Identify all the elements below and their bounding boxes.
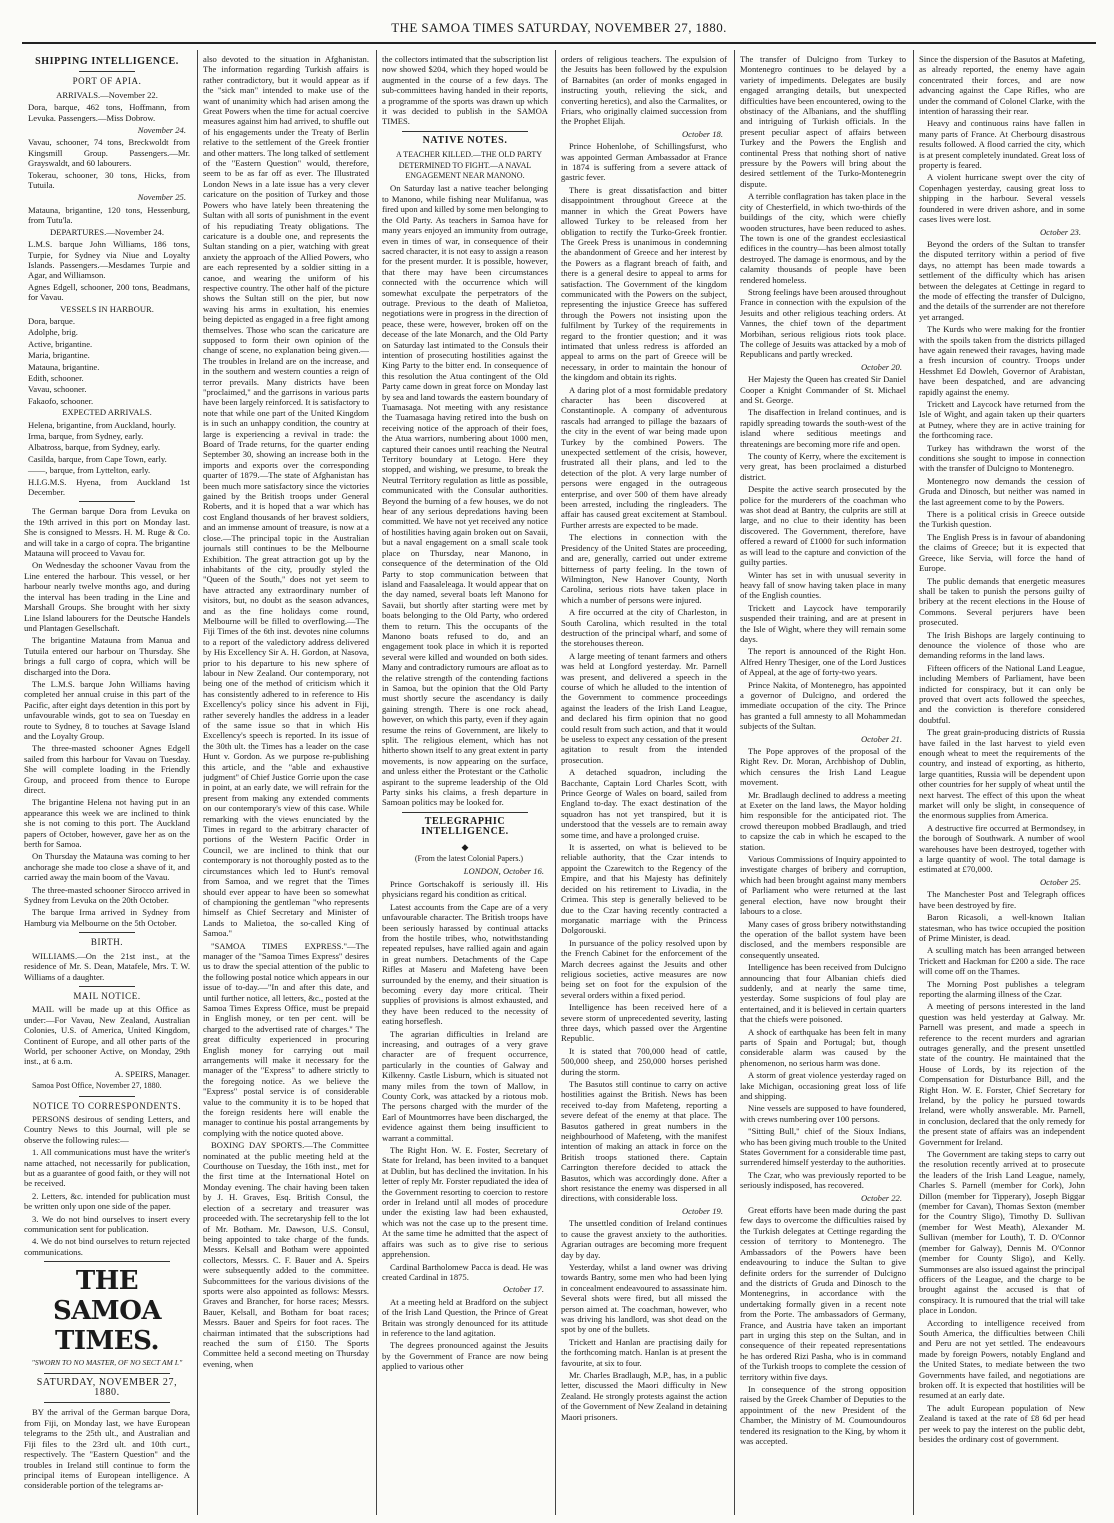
arrival-entry: Vavau, schooner, 74 tons, Breckwoldt from Kingsmill Group. Passengers.—Mr. Grayswaldt, and 60 labourers. bbox=[28, 137, 190, 169]
column-2 bbox=[203, 54, 369, 1509]
ornament-icon: ◆ bbox=[461, 841, 469, 852]
telegram-item: Nine vessels are supposed to have foundered, with crews numbering over 100 persons. bbox=[740, 1103, 906, 1124]
correspondents-rule: 4. We do not bind ourselves to return rejected communications. bbox=[24, 1236, 190, 1257]
telegram-item: Cardinal Bartholomew Pacca is dead. He was created Cardinal in 1875. bbox=[382, 1261, 548, 1282]
telegram-item: It is asserted, on what is believed to be reliable authority, that the Czar intends to appoint the Czarewitch to the Regency of the Empire, and that his Majesty has definitely decided on his retirement to Livadia, in the Crimea. This step is generally believed to be due to the Czar having recently contracted a morganatic marriage with the Princess Dolgorouski. bbox=[561, 842, 727, 936]
sports-continued: the collectors intimated that the subscription list now showed $204, which they hoped would be augmented in the course of a few days. The sub-committees having handed in their reports, a programme of the sports was drawn up which it was decided to publish in the SAMOA TIMES. bbox=[382, 54, 548, 127]
telegram-item: The English Press is in favour of abandoning the claims of Greece; but it is expected that Greece, like Servia, will force the hand of Europe. bbox=[919, 531, 1085, 574]
arrival-date: November 25. bbox=[137, 192, 186, 203]
masthead-rule bbox=[22, 42, 1096, 44]
expected-label: EXPECTED ARRIVALS. bbox=[62, 407, 152, 418]
telegram-item: Fifteen officers of the National Land League, including Members of Parliament, have been indicted for conspiracy, but it can only be proved that overt acts followed the speeches, and the conviction is therefore considered doubtful. bbox=[919, 662, 1085, 725]
telegram-item: Trickett and Hanlan are practising daily for the forthcoming match. Hanlan is at present the favourite, at six to four. bbox=[561, 1336, 727, 1368]
telegram-item: The unsettled condition of Ireland continues to cause the gravest anxiety to the authorities. Agrarian outrages are becoming more frequent day by day. bbox=[561, 1218, 727, 1260]
shipping-note: The L.M.S. barque John Williams having completed her annual cruise in this part of the Pacific, after eight days detention in this port by unfavourable winds, got to sea on Tuesday en route to Sydney, 8 to touches at Savage Island and the Loyalty Group. bbox=[24, 678, 190, 741]
arrival-entry: Matauna, brigantine, 120 tons, Hessenburg, from Tutu'la. bbox=[28, 204, 190, 226]
dateline: October 22. bbox=[860, 1192, 902, 1203]
telegram-item: A detached squadron, including the Bacchante, Captain Lord Charles Scott, with Prince George of Wales on board, sailed from England to-day. The exact destination of the squadron has not yet transpired, but it is understood that the vessels are to remain away some time, and have a prolonged cruise. bbox=[561, 767, 727, 840]
telegram-item: The transfer of Dulcigno from Turkey to Montenegro continues to be delayed by a variety of impediments. Delegates are busily engaged arranging details, but unexpected difficulties have been encountered, owing to the obstinacy of the Albanians, and the shuffling and intriguing of Turkish officials. In the present peculiar aspect of affairs between Turkey and the Powers the English and continental Press that nothing short of native pressure by the Powers will bring about the desired settlement of the Turko-Montenegrin dispute. bbox=[740, 54, 906, 189]
telegram-item: Despite the active search prosecuted by the police for the murderers of the coachman who was shot dead at Bantry, the culprits are still at large, and no clue to their identity has been discovered. The Government, therefore, have offered a reward of £1000 for such information as will lead to the capture and conviction of the guilty parties. bbox=[740, 484, 906, 568]
correspondents-heading: NOTICE TO CORRESPONDENTS. bbox=[32, 1100, 182, 1111]
shipping-note: On Thursday the Matauna was coming to her anchorage she made too close a shave of it, and carried away the main boom of the Vavau. bbox=[24, 851, 190, 883]
telegram-item: There is a political crisis in Greece outside the Turkish question. bbox=[919, 509, 1085, 530]
mail-signature: A. SPEIRS, Manager. bbox=[114, 1068, 190, 1079]
harbour-vessel: Matauna, brigantine. bbox=[28, 361, 100, 372]
arrival-entry: Dora, barque, 462 tons, Hoffmann, from Levuka. Passengers.—Miss Dobrow. bbox=[28, 102, 190, 123]
telegram-item: The degrees pronounced against the Jesuits by the Government of France are now being applied to various other bbox=[382, 1340, 548, 1372]
telegram-item: Mr. Charles Bradlaugh, M.P., has, in a public letter, discussed the Maori difficulty in New Zealand. He strongly protests against the action of the Government of New Zealand in detaining Maori prisoners. bbox=[561, 1369, 727, 1422]
divider bbox=[79, 932, 135, 933]
dateline: October 21. bbox=[860, 733, 902, 744]
harbour-vessel: Dora, barque. bbox=[28, 315, 76, 326]
harbour-label: VESSELS IN HARBOUR. bbox=[60, 303, 154, 314]
telegram-item: A fire occurred at the city of Charleston, in South Carolina, which resulted in the total destruction of the principal wharf, and some of the storehouses thereon. bbox=[561, 607, 727, 649]
telegram-item: A storm of great violence yesterday raged on lake Michigan, occasioning great loss of life and shipping. bbox=[740, 1070, 906, 1101]
correspondents-rule: 3. We do not bind ourselves to insert every communication sent for publication. bbox=[24, 1213, 190, 1235]
telegram-item: The Irish Bishops are largely continuing to denounce the violence of those who are demanding reforms in the land laws. bbox=[919, 629, 1085, 661]
telegram-item: A terrible conflagration has taken place in the city of Chesterfield, in which two-thirds of the buildings of the city, which were chiefly wooden structures, have been reduced to ashes. The town is one of the grandest ecclesiastical edifices in the country—has been almost totally destroyed. The damage is enormous, and by the calamity thousands of people have been rendered homeless. bbox=[740, 191, 906, 285]
telegram-item: There is great dissatisfaction and bitter disappointment throughout Greece at the manner in which the Great Powers have allowed Turkey to be released from her obligation to rectify the Turko-Greek frontier. The Greek Press is unanimous in condemning the abandonment of Greece and her interest by the Powers as a flagrant breach of faith, and there is a general desire to appeal to arms for satisfaction. The Government of the kingdom communicated with the Powers on the subject, representing the injustice Greece has suffered through the Powers not insisting upon the fulfilment by Turkey of the requirements in regard to the frontier question; and it was intimated that unless redress is afforded an appeal to arms on the part of Greece will be necessary, in order to maintain the honour of the kingdom and obtain its rights. bbox=[561, 184, 727, 383]
telegram-item: The agrarian difficulties in Ireland are increasing, and outrages of a very grave character are of frequent occurrence, particularly in the counties of Galway and Kilkenny. Castle Lisburn, which is situated not many miles from the town of Mallow, in County Cork, was attacked by a riotous mob. The persons charged with the murder of the Earl of Mountmorres have been discharged, the evidence against them being insufficient to warrant a committal. bbox=[382, 1028, 548, 1143]
lead-article: BY the arrival of the German barque Dora, from Fiji, on Monday last, we have European telegrams to the 25th ult., and Australian and Fiji files to the 23rd ult. and 10th curt., respectively. The "Eastern Question" and the troubles in Ireland still continue to form the principal items of European intelligence. A considerable portion of the telegrams ar- bbox=[24, 1407, 190, 1491]
dateline: LONDON, October 16. bbox=[463, 866, 544, 877]
paper-title: THE SAMOA TIMES. bbox=[52, 1266, 162, 1357]
telegraphic-source: (From the latest Colonial Papers.) bbox=[414, 854, 524, 864]
harbour-vessel: Adolphe, brig. bbox=[28, 327, 78, 338]
telegram-item: Many cases of gross bribery notwithstanding the operation of the ballot system have been disclosed, and the members responsible are consequently unseated. bbox=[740, 918, 906, 960]
telegram-item: In consequence of the strong opposition raised by the Greek Chamber of Deputies to the appointment of the new President of the Chamber, the Ministry of M. Coumoundouros tendered its resignation to the King, by whom it was accepted. bbox=[740, 1383, 906, 1446]
telegram-item: Great efforts have been made during the past few days to overcome the difficulties raised by the Turkish delegates at Cettinge regarding the cession of territory to Montenegro. The Ambassadors of the Powers have been endeavouring to induce the Sultan to give definite orders for the surrender of Dulcigno and the districts of Gruda and Dinosch to the Montenegrins, in accordance with the undertaking formally given in a recent note from the Porte. The ambassadors of Germany, France, and Austria have taken an important part in urging this step on the Sultan, and in consequence of their repeated representations he has ordered Rizi Pasha, who is in command of the Turkish troops to complete the cession of territory within five days. bbox=[740, 1205, 906, 1382]
telegram-item: A daring plot of a most formidable predatory character has been discovered at Constantinople. A company of adventurous rascals had arranged to pillage the bazaars of the city in the event of war being made upon Turkey by the combined Powers. The unexpected settlement of the crisis, however, frustrated all their plans, and led to the detection of the plot. A very large number of persons were engaged in the outrageous enterprise, and over 500 of them have already been arrested, including the ringleaders. The affair has caused great excitement at Stamboul. Further arrests are expected to be made. bbox=[561, 384, 727, 530]
departure-entry: Agnes Edgell, schooner, 200 tons, Beadmans, for Vavau. bbox=[28, 281, 190, 303]
column-rule bbox=[555, 50, 556, 1515]
telegram-item: The disaffection in Ireland continues, and is rapidly spreading towards the south-west of the island where seditious meetings and threatenings are becoming more rife and open. bbox=[740, 407, 906, 449]
expected-entry: ——, barque, from Lyttelton, early. bbox=[28, 465, 151, 476]
express-notice: "SAMOA TIMES EXPRESS."—The manager of the "Samoa Times Express" desires us to draw the special attention of the public to the following postal notice which appears in our issue of to-day.—"In and after this date, and until further notice, all letters, &c., posted at the Samoa Times Express Office, must be prepaid in English money, or ten per cent. will be charged to the advertised rate of charges." The great difficulty experienced in procuring English money for carrying out mail arrangements will make it necessary for the manager of the "Express" to adhere strictly to the foregoing notice. As we believe the "Express" postal service is of considerable value to the community it is to be hoped that the foreign residents here will enable the manager to continue his postal arrangements by complying with the notice quoted above. bbox=[203, 940, 369, 1138]
issue-date: SATURDAY, NOVEMBER 27, 1880. bbox=[36, 1376, 178, 1399]
telegram-item: A violent hurricane swept over the city of Copenhagen yesterday, causing great loss to shipping in the harbour. Several vessels foundered in were driven ashore, and in some cases lives were lost. bbox=[919, 172, 1085, 225]
divider bbox=[79, 501, 135, 502]
column-6 bbox=[919, 54, 1085, 1509]
correspondents-rule: 1. All communications must have the writer's name attached, not necessarily for publication, but as a guarantee of good faith, or they will not be received. bbox=[24, 1147, 190, 1189]
expected-entry: H.I.G.M.S. Hyena, from Auckland 1st December. bbox=[28, 476, 190, 498]
shipping-note: The German barque Dora from Levuka on the 19th arrived in this port on Monday last. She is consigned to Messrs. H. M. Ruge & Co. and will take in a cargo of copra. The brigantine Matauna will proceed to Vavau for. bbox=[24, 506, 190, 559]
sports-notice: BOXING DAY SPORTS.—The Committee nominated at the public meeting held at the Courthouse on Tuesday, the 16th inst., met for the first time at the International Hotel on Monday evening. The chair having been taken by J. H. Graves, Esq. British Consul, the election of a secretary and treasurer was proceeded with. The secretaryship fell to the lot of Mr. Botham. Mr. Dawson, U.S. Consul, being appointed to take charge of the funds. Messrs. Kelsall and Botham were appointed collectors, Messrs. C. F. Bauer and A. Speirs were subsequently added to the committee. Subcommittees for the various divisions of the sports were also appointed as follows: Messrs. Graves and Brancher, for horse races; Messrs. Bauer, Kelsall, and Botham for boat races; Messrs. Bauer and Speirs for foot races. The chairman intimated that the subscriptions had reached the sum of £150. The Sports Committee held a second meeting on Thursday evening, when bbox=[203, 1140, 369, 1369]
telegram-item: Beyond the orders of the Sultan to transfer the disputed territory within a period of five days, no attempt has been made towards a settlement of the difficulty which has arisen between the delegates at Cettinge in regard to the mode of effecting the transfer of Dulcigno, and the details of the surrender are not therefore yet arranged. bbox=[919, 238, 1085, 322]
telegram-item: Strong feelings have been aroused throughout France in connection with the expulsion of the Jesuits and other religious teaching orders. At Vannes, the chief town of the department Morbihan, serious religious riots took place. The college of Jesuits was attacked by a mob of Republicans and partly wrecked. bbox=[740, 286, 906, 360]
expected-entry: Helena, brigantine, from Auckland, hourly. bbox=[28, 419, 176, 430]
telegram-item: Montenegro now demands the cession of Gruda and Dinosch, but neither was named in the last agreement come to by the Powers. bbox=[919, 475, 1085, 507]
telegram-item: The Government are taking steps to carry out the resolution recently arrived at to prosecute the leaders of the Irish Land League, namely, Charles S. Parnell (member for Cork), John Dillon (member for Tipperary), Joseph Biggar (member for Cavan), Thomas Sexton (member for the Country Sligo), Timothy D. Sullivan (member for West Meath), Alexander M. Sullivan (member for Louth), T. D. O'Connor (member for Galway), Dennis M. O'Connor (member for County Sligo), and Kelly. Summonses are also issued against the principal officers of the League, and the charge to be brought against the accused is that of conspiracy. It is rumoured that the trial will take place in London. bbox=[919, 1149, 1085, 1316]
telegram-item: Prince Gortschakoff is seriously ill. His physicians regard his condition as critical. bbox=[382, 878, 548, 900]
divider bbox=[79, 1096, 135, 1097]
arrivals-label: ARRIVALS.—November 22. bbox=[56, 89, 158, 100]
arrival-date: November 24. bbox=[137, 125, 186, 136]
column-5 bbox=[740, 54, 906, 1509]
telegram-item: Trickett and Laycock have returned from the Isle of Wight, and again taken up their quarters at Putney, where they are in active training for the forthcoming race. bbox=[919, 399, 1085, 441]
telegram-item: In pursuance of the policy resolved upon by the French Cabinet for the enforcement of the March decrees against the Jesuits and other religious societies, active measures are now being set on foot for the expulsion of the several orders within a fixed period. bbox=[561, 937, 727, 1000]
native-notes-text: On Saturday last a native teacher belonging to Manono, while fishing near Mulifanua, was fired upon and killed by some men belonging to the Old Party. As teachers in Samoa have for many years enjoyed an immunity from outrage, even in times of war, in consequence of their sacred character, it is not easy to assign a reason for the present murder. It is possible, however, that there may have been circumstances connected with the occurrence which will somewhat exculpate the perpetrators of the outrage. Previous to the death of Malietoa, negotiations were in progress in the direction of peace, these were, however, broken off on the decease of the late Monarch, and the Old Party on Saturday last intimated to the Consuls their intention of prosecuting hostilities against the King Party to the bitter end. In consequence of this resolution the Atua contingent of the Old Party came down in great force on Monday last by sea and land towards the eastern boundary of Tuamasaga. Not meeting with any resistance the Tuamasaga having retired into the bush on receiving notice of the approach of their foes, the Atua warriors, numbering about 1000 men, captured their canoes until reaching the Neutral Territory boundary at Letogo. Here they stopped, and wishing, we presume, to break the Neutral Territory regulation as little as possible, communicated with the Consular authorities. Beyond the burning of a few houses, we do not hear of any serious depredations having been committed. We have not yet received any notice of hostilities having again broken out on Savaii, but a naval engagement on a small scale took place on Thursday, near Manono, in consequence of the determination of the Old Party to stop communication between that island and Faasaleleaga. It would appear that on the day named, several boats left Manono for Savaii, but shortly after starting were met by boats belonging to the Old Party, who ordered them to return. This the occupants of the Manono boats refused to do, and an engagement took place in which it is reported several were killed and wounded on both sides. Many and contradictory rumours are afloat as to the relative strength of the contending factions in Samoa, but the opinion that the Old Party must shortly secure the ascendancy is daily gaining strength. There is one rock ahead, however, on which this party, even if they again resume the reins of Government, are likely to split. The religious element, which has not hitherto shown itself to any great extent in party movements, is now appearing on the surface, and unless either the Protestant or the Catholic aspirant to the supreme leadership of the Old Party sinks his claims, a fresh departure in Samoan politics may be looked for. bbox=[382, 183, 548, 808]
harbour-vessel: Vavau, schooner. bbox=[28, 384, 87, 395]
correspondents-rule: 2. Letters, &c. intended for publication must be written only upon one side of the paper. bbox=[24, 1190, 190, 1212]
divider bbox=[79, 986, 135, 987]
dateline: October 17. bbox=[502, 1284, 544, 1295]
telegraphic-heading: TELEGRAPHIC INTELLIGENCE. bbox=[421, 815, 509, 838]
shipping-note: The brigantine Helena not having put in an appearance this week we are inclined to think she is not coming to this port. The Auckland papers of October, however, gave her as on the berth for Samoa. bbox=[24, 797, 190, 850]
mail-office: Samoa Post Office, November 27, 1880. bbox=[32, 1081, 162, 1091]
telegram-item: The Basutos still continue to carry on active hostilities against the British. News has been received to-day from Mafeteng, reporting a severe defeat of the enemy at that place. The Basutos gathered in great numbers in the neighbourhood of Mafeteng, with the manifest intention of making an attack in force on the British troops stationed there. Captain Carrington therefore decided to attack the Basutos, which was accordingly done. After a short resistance the enemy was dispersed in all directions, with considerable loss. bbox=[561, 1079, 727, 1204]
telegram-item: The adult European population of New Zealand is taxed at the rate of £8 6d per head per week to pay the interest on the public debt, besides the ordinary cost of government. bbox=[919, 1402, 1085, 1444]
birth-heading: BIRTH. bbox=[90, 937, 124, 948]
column-rule bbox=[734, 50, 735, 1515]
expected-entry: Albatross, barque, from Sydney, early. bbox=[28, 442, 161, 453]
column-rule bbox=[197, 50, 198, 1515]
shipping-note: The three-masted schooner Sirocco arrived in Sydney from Levuka on the 20th October. bbox=[24, 884, 190, 906]
harbour-vessel: Fakaofo, schooner. bbox=[28, 395, 94, 406]
telegram-item: Prince Hohenlohe, of Schillingsfurst, who was appointed German Ambassador at France in 1874 is suffering from a severe attack of gastric fever. bbox=[561, 141, 727, 183]
paper-motto: "SWORN TO NO MASTER, OF NO SECT AM I." bbox=[31, 1358, 183, 1368]
shipping-note: The three-masted schooner Agnes Edgell sailed from this harbour for Vavau on Tuesday. She will complete loading in the Friendly Group, and proceed from thence to Europe direct. bbox=[24, 743, 190, 795]
telegram-item: The elections in connection with the Presidency of the United States are proceeding, and are, generally, carried out under extreme bitterness of party feeling. In the town of Wilmington, New Hanover County, North Carolina, serious riots have taken place in which a number of persons were injured. bbox=[561, 532, 727, 605]
column-1 bbox=[24, 54, 190, 1509]
telegram-item: Turkey has withdrawn the worst of the conditions she sought to impose in connection with the transfer of Dulcigno to Montenegro. bbox=[919, 442, 1085, 474]
telegram-item: Her Majesty the Queen has created Sir Daniel Cooper a Knight Commander of St. Michael and St. George. bbox=[740, 374, 906, 405]
dateline: October 25. bbox=[1039, 876, 1081, 887]
telegram-item: It is stated that 700,000 head of cattle, 500,000 sheep, and 250,000 horses perished during the storm. bbox=[561, 1045, 727, 1077]
telegram-item: Baron Ricasoli, a well-known Italian statesman, who has twice occupied the position of Prime Minister, is dead. bbox=[919, 912, 1085, 943]
divider bbox=[402, 812, 528, 813]
telegram-item: Intelligence has been received from Dulcigno announcing that four Albanian chiefs died suddenly, and at nearly the same time, yesterday. Some suspicions of foul play are entertained, and it is believed in certain quarters that the chiefs were poisoned. bbox=[740, 962, 906, 1025]
telegram-item: Various Commissions of Inquiry appointed to investigate charges of bribery and corruption, which had been brought against many members of Parliament who were returned at the last general election, have now brought their labours to a close. bbox=[740, 854, 906, 917]
telegram-item: "Sitting Bull," chief of the Sioux Indians, who has been giving much trouble to the United States Government for a considerable time past, surrendered himself yesterday to the authorities. bbox=[740, 1126, 906, 1168]
telegram-item: The Czar, who was previously reported to be seriously indisposed, has recovered. bbox=[740, 1169, 906, 1191]
column-3 bbox=[382, 54, 548, 1509]
departure-entry: L.M.S. barque John Williams, 186 tons, Turpie, for Sydney via Niue and Loyalty Islands. Passengers.—Mesdames Turpie and Agar, and Williamson. bbox=[28, 239, 190, 281]
telegram-item: The Kurds who were making for the frontier with the spoils taken from the districts pillaged have again renewed their ravages, having made a fresh incursion of country. Troops under Hesshmet Ed Dowleh, Governor of Arabistan, have been despatched, and are advancing rapidly against the enemy. bbox=[919, 324, 1085, 397]
expected-entry: Casilda, barque, from Cape Town, early. bbox=[28, 453, 167, 464]
telegram-item: Since the dispersion of the Basutos at Mafeting, as already reported, the enemy have again concentrated their forces, and are now advancing against the Cape Rifles, who are under the command of Colonel Clarke, with the intention of harassing their rear. bbox=[919, 54, 1085, 117]
telegram-item: Yesterday, whilst a land owner was driving towards Bantry, some men who had been lying in concealment endeavoured to assassinate him. Several shots were fired, but all missed the person aimed at. The coachman, however, who was driving his landlord, was shot dead on the spot by one of the bullets. bbox=[561, 1261, 727, 1335]
shipping-heading: SHIPPING INTELLIGENCE. bbox=[35, 56, 179, 67]
telegram-item: A sculling match has been arranged between Trickett and Hackman for £200 a side. The race will come off on the Thames. bbox=[919, 945, 1085, 977]
departures-label: DEPARTURES.—November 24. bbox=[50, 226, 164, 237]
telegram-item: Mr. Bradlaugh declined to address a meeting at Exeter on the land laws, the Mayor holding him responsible for the anticipated riot. The crowd thereupon mobbed Bradlaugh, and tried to capsize the cab in which he escaped to the station. bbox=[740, 789, 906, 852]
column-rule bbox=[913, 50, 914, 1515]
port-heading: PORT OF APIA. bbox=[72, 76, 142, 87]
telegram-item: The county of Kerry, where the excitement is very great, has been proclaimed a disturbed district. bbox=[740, 451, 906, 482]
correspondents-intro: PERSONS desirous of sending Letters, and Country News to this Journal, will ple se observe the following rules:— bbox=[24, 1113, 190, 1145]
native-notes-subheading: A TEACHER KILLED.—THE OLD PARTY DETERMINED TO FIGHT.—A NAVAL ENGAGEMENT NEAR MANONO. bbox=[396, 150, 542, 181]
telegram-item: According to intelligence received from South America, the difficulties between Chili and Peru are not yet settled. The endeavours made by foreign Powers, notably England and the United States, to mediate between the two Governments have failed, and negotiations are broken off. It is expected that hostilities will be resumed at an early date. bbox=[919, 1317, 1085, 1401]
telegram-item: Winter has set in with unusual severity in heavy fall of snow having taken place in many of the English counties. bbox=[740, 569, 906, 601]
telegram-item: A meeting of persons interested in the land question was held yesterday at Galway. Mr. Parnell was present, and made a speech in reference to the recent murders and agrarian outrages generally, and the present unsettled state of the country. He maintained that the House of Lords, by its rejection of the Compensation for Disturbance Bill, and the Right Hon. W. E. Forster, Chief Secretary for Ireland, by the policy he pursued towards Ireland, were wholly answerable. Mr. Parnell, in conclusion, declared that the only remedy for the present state of affairs was an independent Government for Ireland. bbox=[919, 1001, 1085, 1147]
telegram-item: At a meeting held at Bradford on the subject of the Irish Land Question, the Prince of Great Britain was strongly denounced for its attitude in reference to the land agitation. bbox=[382, 1296, 548, 1338]
dateline: October 18. bbox=[681, 128, 723, 139]
telegram-item: A shock of earthquake has been felt in many parts of Spain and Portugal; but, though considerable alarm was caused by the phenomenon, no serious harm was done. bbox=[740, 1026, 906, 1068]
harbour-vessel: Edith, schooner. bbox=[28, 372, 84, 383]
telegram-item: The report is announced of the Right Hon. Alfred Henry Thesiger, one of the Lord Justices of Appeal, at the age of forty-two years. bbox=[740, 646, 906, 678]
divider bbox=[79, 71, 135, 72]
telegram-item: Intelligence has been received here of a severe storm of unprecedented severity, lasting three days, which passed over the Argentine Republic. bbox=[561, 1002, 727, 1044]
mail-notice: MAIL will be made up at this Office as under:—For Vavau, New Zealand, Australian Colonies, U.S. of America, United Kingdom, Continent of Europe, and all other parts of the World, per schooner Active, on Monday, 29th inst., at 6 a.m. bbox=[24, 1004, 190, 1067]
telegram-item: A large meeting of tenant farmers and others was held at Longford yesterday. Mr. Parnell was present, and delivered a speech in the course of which he alluded to the intention of the Government to commence proceedings against the leaders of the Irish Land League, and declared his firm opinion that no good could result from such action, and that it would be useless to expect any cessation of the present agitation to result from the intended prosecution. bbox=[561, 650, 727, 765]
dateline: October 19. bbox=[681, 1205, 723, 1216]
column-rule bbox=[376, 50, 377, 1515]
divider bbox=[44, 1261, 170, 1262]
dateline: October 23. bbox=[1039, 226, 1081, 237]
divider bbox=[44, 1373, 170, 1374]
harbour-vessel: Maria, brigantine. bbox=[28, 350, 90, 361]
telegram-item: Heavy and continuous rains have fallen in many parts of France. At Cherbourg disastrous results followed. A flood carried the city, which is at present completely inundated. Great loss of property is feared. bbox=[919, 118, 1085, 171]
shipping-note: On Wednesday the schooner Vavau from the Line entered the harbour. This vessel, or her harbour nearly twelve months ago, and during the interval has been trading in the Line and Marshall Groups. She brought with her sixty Line Island labourers for the Deutsche Handels und Plantagen Gesellschaft. bbox=[24, 560, 190, 633]
telegram-item: A destructive fire occurred at Bermondsey, in the borough of Southwark. A number of wool warehouses have been destroyed, together with a large quantity of wool. The total damage is estimated at £70,000. bbox=[919, 822, 1085, 875]
native-notes-heading: NATIVE NOTES. bbox=[422, 134, 508, 146]
harbour-vessel: Active, brigantine. bbox=[28, 338, 93, 349]
telegram-item: Prince Nakita, of Montenegro, has appointed a governor of Dulcigno, and ordered the immediate occupation of the city. The Prince has granted a full amnesty to all Mohammedan subjects of the Sultan. bbox=[740, 679, 906, 732]
divider bbox=[402, 131, 528, 132]
mail-heading: MAIL NOTICE. bbox=[73, 990, 141, 1001]
page-masthead: THE SAMOA TIMES SATURDAY, NOVEMBER 27, 1880. bbox=[391, 20, 727, 35]
arrival-entry: Tokerau, schooner, 30 tons, Hicks, from Tutuila. bbox=[28, 169, 190, 191]
telegram-item: The Manchester Post and Telegraph offices have been destroyed by fire. bbox=[919, 889, 1085, 910]
column-4 bbox=[561, 54, 727, 1509]
telegram-item: The great grain-producing districts of Russia have failed in the last harvest to yield even enough wheat to meet the requirements of the country, and instead of exporting, as hitherto, large quantities, Russia will be dependent upon other countries for her supply of wheat until the next harvest. The effect of this upon the wheat market will only be slight, in consequence of the enormous supplies from America. bbox=[919, 727, 1085, 821]
telegram-item: The public demands that energetic measures shall be taken to punish the persons guilty of bribery at the recent elections in the House of Commons. Several perjurers have been prosecuted. bbox=[919, 575, 1085, 628]
expected-entry: Irma, barque, from Sydney, early. bbox=[28, 431, 144, 441]
telegram-item: orders of religious teachers. The expulsion of the Jesuits has been followed by the expulsion of Barnabites (an order of monks engaged in instructing youth, relieving the sick, and converting heretics), and also the Carmalites, or Friars, who originally claimed succession from the Prophet Elijah. bbox=[561, 54, 727, 127]
birth-notice: WILLIAMS.—On the 21st inst., at the residence of Mr. S. Dean, Matafele, Mrs. T. W. Williams of a daughter. bbox=[24, 950, 190, 982]
telegram-item: The Right Hon. W. E. Foster, Secretary of State for Ireland, has been invited to a banquet at Dublin, but has declined the invitation. In his letter of reply Mr. Forster repudiated the idea of the Government resorting to coercion to restore order in Ireland until all modes of procedure under the existing law had been exhausted, which was not the case up to the present time. At the same time he admitted that the aspect of affairs was such as to give rise to serious apprehension. bbox=[382, 1145, 548, 1260]
telegram-item: The Morning Post publishes a telegram reporting the alarming illness of the Czar. bbox=[919, 978, 1085, 999]
shipping-note: The barque Irma arrived in Sydney from Hamburg via Melbourne on the 5th October. bbox=[24, 907, 190, 928]
editorial-text: also devoted to the situation in Afghanistan. The information regarding Turkish affairs is rather contradictory, but it would appear as if the "sick man" intended to make use of the want of unanimity which had arisen among the Great Powers when the time for actual coercive measures against him had arrived, to shuffle out of his engagements under the Treaty of Berlin relative to the settlement of the Greek frontier and other matters. The long talked of settlement of the "Eastern Question" would, therefore, seem to be as far off as ever. The Illustrated London News in a late issue has a very clever caricature on the position of Turkey and those Powers who have lately been threatening the Sultan with all sorts of punishment in the event of his repudiating Treaty obligations. The caricature is a double one, and represents the Sultan standing on a pier, watching with great anxiety the approach of the Allied Powers, who are each represented by a soldier sitting in a canoe, and wearing the uniform of his respective country. The other half of the picture shows the Sultan still on the pier, but now waving his arms in exultation, his enemies being depicted as engaged in a free fight among themselves. Those who scan the caricature are supposed to form their own opinion of the change of scene, no explanation being given.—The troubles in Ireland are on the increase, and in the southern and western counties a reign of terror prevails. Many districts have been "proclaimed," and the garrisons in various parts have been largely reinforced. It is satisfactory to note that while one part of the United Kingdom is in such an unhappy condition, the country at large is experiencing a revival in trade: the Board of Trade returns, for the quarter ending September 30, showing an increase both in the imports and exports over the corresponding quarter of 1879.—The state of Afghanistan has been much more satisfactory since the victories gained by the British troops under General Roberts, and it is hoped that a war which has cost England thousands of her bravest soldiers, and an immense amount of treasure, is now at a close.—The principal topic in the Australian journals still continues to be the Melbourne Exhibition. The great attraction got up by the inhabitants of the city, proudly styled the "Queen of the South," does not yet seem to have attracted any extraordinary number of visitors, but, no doubt as the season advances, and as the fine holidays come round, Melbourne will be filled to overflowing.—The Fiji Times of the 6th inst. devotes nine columns to a report of the valedictory address delivered by His Excellency Sir A. H. Gordon, at Nasova, prior to his departure to his new sphere of labour in New Zealand. Our contemporary, not being one of the method of criticism which it has consistently adhered to in reference to His Excellency's policy since his advent in Fiji, rather severely handles the address in a leader of the same issue so that in which His Excellency's speech is reported. In its issue of the 30th ult. the Times has a leader on the case Hunt v. Gordon. As we purpose re-publishing this article, and the "able and exhaustive judgment" of Chief Justice Gorrie upon the case in point, at an early date, we will refrain for the present from making any extended comments on our contemporary's view of this case. While remarking with the views enunciated by the Times in regard to the arbitrary character of portions of the Western Pacific Order in Council, we are inclined to think that our contemporary is not thoroughly posted as to the circumstances which led to Hunt's removal from Samoa, and we regret that the Times should ever appear to have been so somewhat of championing the gentleman "who represents himself as Chief Secretary and Minister of Lands to Malietoa, the so-called King of Samoa." bbox=[203, 54, 369, 939]
telegram-item: Latest accounts from the Cape are of a very unfavourable character. The British troops have been seriously harassed by continual attacks from the hostile tribes, who, notwithstanding repeated repulses, have rallied again and again in great numbers. Detachments of the Cape Rifles at Maseru and Mafeteng have been surrounded by the enemy, and their situation is becoming every day more critical. Their supplies of provisions is almost exhausted, and they have been reduced to the necessity of eating horseflesh. bbox=[382, 901, 548, 1027]
shipping-note: The brigantine Matauna from Manua and Tutuila entered our harbour on Thursday. She brings a full cargo of copra, which will be discharged into the Dora. bbox=[24, 635, 190, 677]
telegram-item: The Pope approves of the proposal of the Right Rev. Dr. Moran, Archbishop of Dublin, which censures the Irish Land League movement. bbox=[740, 746, 906, 788]
divider bbox=[44, 1402, 170, 1403]
telegram-item: Trickett and Laycock have temporarily suspended their training, and are at present in the Isle of Wight, where they will remain some days. bbox=[740, 602, 906, 644]
dateline: October 20. bbox=[860, 361, 902, 372]
